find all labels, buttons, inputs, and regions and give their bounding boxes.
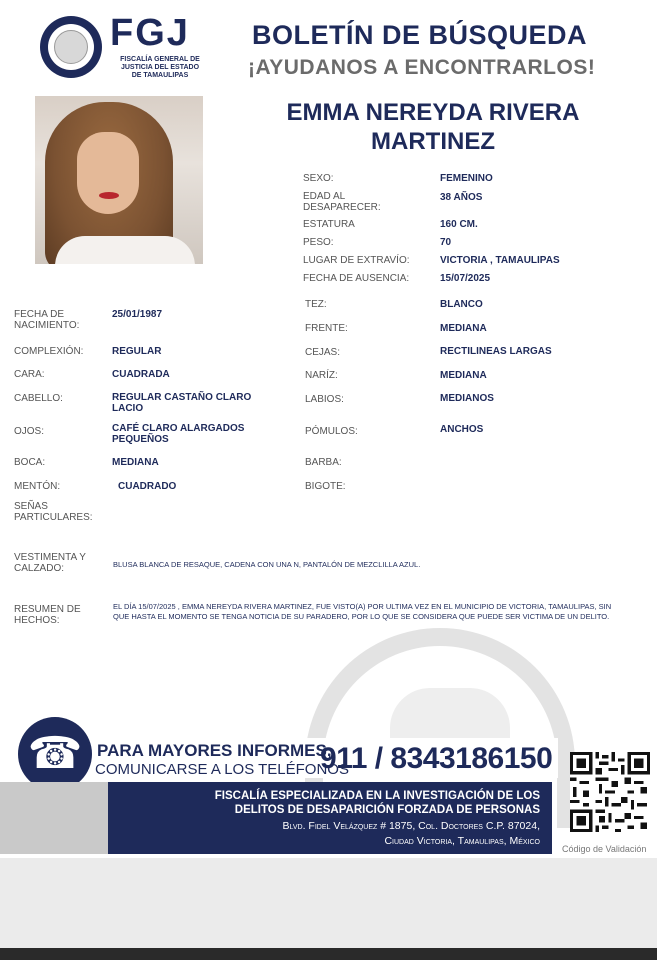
chin-label: MENTÓN:: [14, 481, 61, 492]
eyebrows-value: RECTILINEAS LARGAS: [440, 346, 552, 357]
eyebrows-label: CEJAS:: [305, 347, 341, 358]
chin-value: CUADRADO: [118, 481, 177, 492]
birthdate-label: FECHA DE NACIMIENTO:: [14, 309, 80, 331]
summary-label: RESUMEN DE HECHOS:: [14, 604, 81, 626]
org-name-line: JUSTICIA DEL ESTADO: [120, 64, 200, 71]
complexion-tone-value: BLANCO: [440, 299, 483, 310]
absence-date-value: 15/07/2025: [440, 273, 491, 284]
hair-value: REGULAR CASTAÑO CLARO LACIO: [112, 392, 252, 414]
org-abbreviation: FGJ: [110, 12, 190, 54]
footer-gray-band: [0, 782, 108, 854]
office-address2: Ciudad Victoria, Tamaulipas, México: [384, 835, 540, 847]
state-seal-icon: [40, 16, 102, 78]
contact-subheading: COMUNICARSE A LOS TELÉFONOS: [95, 761, 349, 778]
qr-caption: Código de Validación: [562, 844, 647, 854]
cheekbones-value: ANCHOS: [440, 424, 484, 435]
cheekbones-label: PÓMULOS:: [305, 426, 358, 437]
lost-place-value: VICTORIA , TAMAULIPAS: [440, 255, 560, 266]
bulletin-title: BOLETÍN DE BÚSQUEDA: [252, 20, 588, 50]
beard-label: BARBA:: [305, 457, 342, 468]
mouth-label: BOCA:: [14, 457, 46, 468]
org-name: [112, 56, 208, 80]
clothing-label: VESTIMENTA Y CALZADO:: [14, 552, 86, 574]
bulletin-subtitle: ¡AYUDANOS A ENCONTRARLOS!: [248, 56, 596, 79]
qr-code-icon[interactable]: [570, 752, 650, 832]
person-name: [265, 98, 601, 156]
height-value: 160 CM.: [440, 219, 478, 230]
nose-label: NARÍZ:: [305, 370, 338, 381]
office-line2: DELITOS DE DESAPARICIÓN FORZADA DE PERSONAS: [234, 804, 540, 816]
face-label: CARA:: [14, 369, 45, 380]
absence-date-label: FECHA DE AUSENCIA:: [303, 273, 410, 284]
sex-label: SEXO:: [303, 173, 334, 184]
sex-value: FEMENINO: [440, 173, 493, 184]
mouth-value: MEDIANA: [112, 457, 159, 468]
office-line1: FISCALÍA ESPECIALIZADA EN LA INVESTIGACIÓN DE LOS: [214, 790, 540, 802]
weight-label: PESO:: [303, 237, 334, 248]
bottom-bar: [0, 948, 657, 960]
distinguishing-marks-label: SEÑAS PARTICULARES:: [14, 501, 93, 523]
height-label: ESTATURA: [303, 219, 355, 230]
build-label: COMPLEXIÓN:: [14, 346, 84, 357]
mustache-label: BIGOTE:: [305, 481, 346, 492]
eyes-label: OJOS:: [14, 426, 45, 437]
nose-value: MEDIANA: [440, 370, 487, 381]
forehead-value: MEDIANA: [440, 323, 487, 334]
complexion-tone-label: TEZ:: [305, 299, 327, 310]
person-name-line1: EMMA NEREYDA RIVERA: [286, 99, 580, 126]
org-name-line: FISCALÍA GENERAL DE: [120, 56, 200, 63]
clothing-value: BLUSA BLANCA DE RESAQUE, CADENA CON UNA N, PANTALÓN DE MEZCLILLA AZUL.: [113, 560, 421, 569]
phone-icon: ☎: [18, 717, 92, 791]
person-photo: [35, 96, 203, 264]
age-label: EDAD AL DESAPARECER:: [303, 191, 381, 213]
person-name-line2: MARTINEZ: [371, 128, 495, 155]
forehead-label: FRENTE:: [305, 323, 348, 334]
weight-value: 70: [440, 237, 452, 248]
summary-text: EL DÍA 15/07/2025 , EMMA NEREYDA RIVERA MARTINEZ, FUE VISTO(A) POR ULTIMA VEZ EN EL MUNICIPIO DE VICTORIA, TAMAULIPAS, SIN QUE HASTA EL MOMENTO SE TENGA NOTICIA DE SU PARADERO, POR LO QUE SE CONSIDERA QUE PUEDE SER VICTIMA DE UN DELITO.: [113, 602, 612, 621]
face-value: CUADRADA: [112, 369, 170, 380]
office-info: [108, 782, 552, 854]
lips-value: MEDIANOS: [440, 393, 494, 404]
lost-place-label: LUGAR DE EXTRAVÍO:: [303, 255, 410, 266]
build-value: REGULAR: [112, 346, 162, 357]
phone-numbers[interactable]: 911 / 8343186150: [320, 742, 553, 775]
birthdate-value: 25/01/1987: [112, 309, 163, 320]
lips-label: LABIOS:: [305, 394, 344, 405]
age-value: 38 AÑOS: [440, 192, 483, 203]
org-name-line: DE TAMAULIPAS: [131, 72, 189, 79]
contact-heading: PARA MAYORES INFORMES,: [97, 741, 332, 760]
office-address1: Blvd. Fidel Velázquez # 1875, Col. Doctores C.P. 87024,: [282, 820, 540, 832]
hair-label: CABELLO:: [14, 393, 63, 404]
eyes-value: CAFÉ CLARO ALARGADOS PEQUEÑOS: [112, 423, 245, 445]
